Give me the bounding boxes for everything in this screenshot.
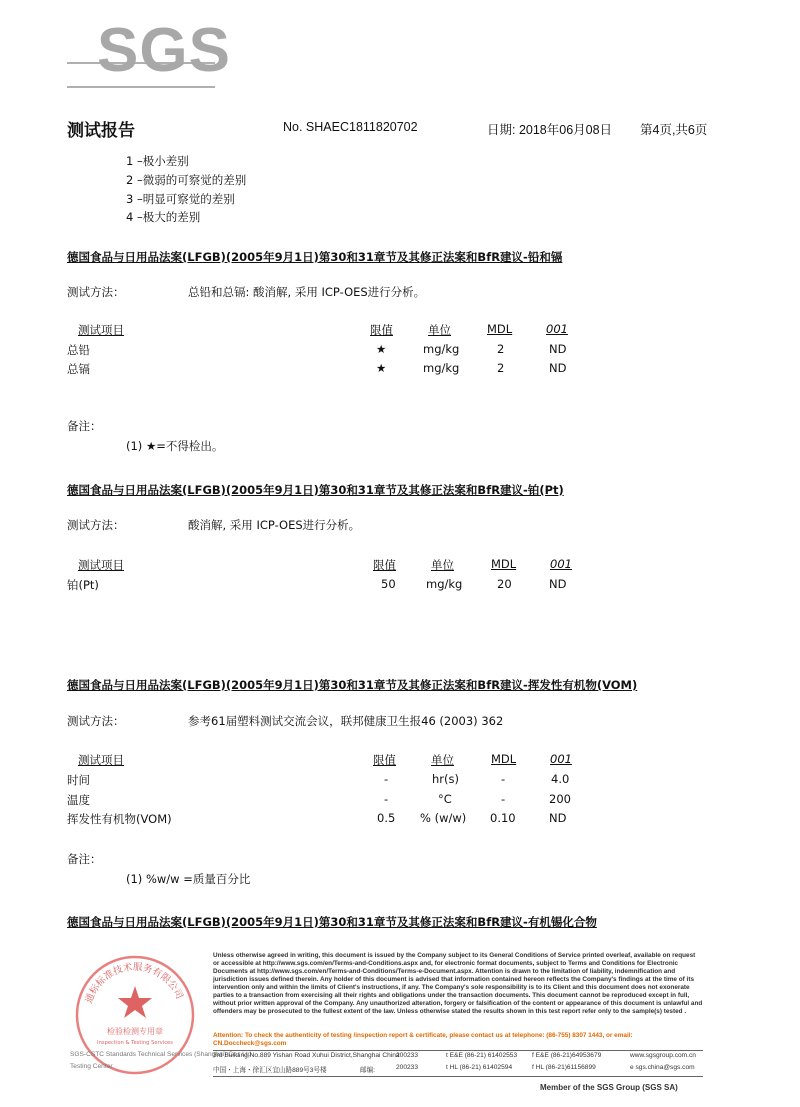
col-header-limit: 限值: [373, 753, 396, 767]
footer-zip-cn: 200233: [396, 1064, 419, 1071]
section-title: 德国食品与日用品法案(LFGB)(2005年9月1日)第30和31章节及其修正法案和BfR建议-铅和镉: [67, 250, 563, 264]
note-text: (1) ★=不得检出。: [126, 439, 224, 453]
note-text: (1) %w/w =质量百分比: [126, 872, 251, 886]
section-title: 德国食品与日用品法案(LFGB)(2005年9月1日)第30和31章节及其修正法案和BfR建议-挥发性有机物(VOM): [67, 678, 638, 692]
method-text: 参考61届塑料测试交流会议，联邦健康卫生报46 (2003) 362: [188, 714, 504, 728]
table-cell-result: ND: [549, 342, 567, 356]
scale-item: 2 –微弱的可察觉的差别: [126, 173, 247, 187]
table-cell-result: ND: [549, 577, 567, 591]
table-cell-result: 4.0: [551, 772, 570, 786]
company-seal: [70, 950, 200, 1080]
footer-email[interactable]: e sgs.china@sgs.com: [630, 1064, 695, 1071]
col-header-unit: 单位: [431, 753, 454, 767]
star-icon: [118, 986, 152, 1018]
col-header-mdl: MDL: [487, 322, 513, 336]
footer-testing-center: Testing Center: [70, 1063, 113, 1070]
note-label: 备注：: [67, 419, 102, 433]
seal-inner-text: 检验检测专用章: [107, 1027, 163, 1036]
table-cell-mdl: 2: [497, 361, 505, 375]
logo-line: [67, 86, 215, 88]
method-label: 测试方法：: [67, 518, 125, 532]
col-header-sample: 001: [550, 752, 572, 766]
table-cell-limit: -: [384, 792, 389, 806]
footer-divider: [213, 1050, 703, 1051]
table-cell-unit: hr(s): [432, 772, 459, 786]
table-cell-item: 时间: [67, 773, 90, 787]
table-cell-item: 挥发性有机物(VOM): [67, 812, 172, 826]
col-header-sample: 001: [550, 557, 572, 571]
group-membership: Member of the SGS Group (SGS SA): [540, 1083, 678, 1092]
scale-item: 3 –明显可察觉的差别: [126, 192, 235, 206]
table-cell-unit: mg/kg: [426, 577, 463, 591]
section-title: 德国食品与日用品法案(LFGB)(2005年9月1日)第30和31章节及其修正法案和BfR建议-铂(Pt): [67, 483, 564, 497]
legal-disclaimer: Unless otherwise agreed in writing, this document is issued by the Company subject to its General Conditions of Service printed overleaf, available on request or accessible at http://www.sgs.com/en/Terms-and-Conditions.aspx and, for electronic format documents, subject to Terms and Conditions for Electronic Documents at http://www.sgs.com/en/Terms-and-Conditions/Terms-e-Document.aspx. Attention is drawn to the limitation of liability, indemnification and jurisdiction issues defined therein. Any holder of this document is advised that information contained hereon reflects the Company's findings at the time of its intervention only and within the limits of Client's instructions, if any. The Company's sole responsibility is to its Client and this document does not exonerate parties to a transaction from exercising all their rights and obligations under the transaction documents. This document cannot be reproduced except in full, without prior written approval of the Company. Any unauthorized alteration, forgery or falsification of the content or appearance of this document is unlawful and offenders may be prosecuted to the fullest extent of the law. Unless otherwise stated the results shown in this test report refer only to the sample(s) tested .: [213, 952, 703, 1015]
table-cell-result: 200: [549, 792, 571, 806]
col-header-item: 测试项目: [78, 323, 124, 337]
method-label: 测试方法：: [67, 714, 125, 728]
report-number: No. SHAEC1811820702: [283, 120, 418, 134]
footer-divider: [213, 1076, 703, 1077]
table-cell-result: ND: [549, 361, 567, 375]
footer-company-name: SGS-CSTC Standards Technical Services (Shanghai) Co., Ltd.: [70, 1051, 254, 1058]
page-number: 第4页,共6页: [640, 123, 708, 137]
table-cell-mdl: 2: [497, 342, 505, 356]
table-cell-limit: 50: [381, 577, 396, 591]
method-label: 测试方法：: [67, 285, 125, 299]
table-cell-limit: ★: [376, 361, 387, 375]
table-cell-item: 总铅: [67, 343, 90, 357]
footer-zip-en: 200233: [396, 1052, 419, 1059]
col-header-limit: 限值: [370, 323, 393, 337]
authenticity-notice: Attention: To check the authenticity of testing /inspection report & certificate, please contact us at telephone: (86-755) 8307 1443, or email: CN.Doccheck@sgs.com: [213, 1032, 633, 1047]
table-cell-unit: % (w/w): [420, 811, 467, 825]
table-cell-mdl: 0.10: [490, 811, 516, 825]
table-cell-mdl: -: [501, 772, 506, 786]
method-text: 酸消解, 采用 ICP-OES进行分析。: [188, 518, 361, 532]
note-label: 备注：: [67, 852, 102, 866]
col-header-mdl: MDL: [491, 557, 517, 571]
table-cell-item: 铂(Pt): [67, 578, 99, 592]
section-title: 德国食品与日用品法案(LFGB)(2005年9月1日)第30和31章节及其修正法案和BfR建议-有机锡化合物: [67, 915, 597, 929]
method-text: 总铅和总镉: 酸消解, 采用 ICP-OES进行分析。: [188, 285, 426, 299]
table-cell-item: 总镉: [67, 362, 90, 376]
seal-ring-text: 通标标准技术服务有限公司: [83, 961, 185, 1005]
scale-item: 4 –极大的差别: [126, 210, 201, 224]
report-date: 日期: 2018年06月08日: [487, 123, 613, 137]
logo-text: SGS: [97, 16, 231, 85]
footer-fax-cn: f HL (86-21)61156899: [532, 1064, 596, 1071]
seal-inner-text-en: Inspection & Testing Services: [97, 1040, 173, 1046]
table-cell-item: 温度: [67, 793, 90, 807]
footer-phone-en: t E&E (86-21) 61402553: [446, 1052, 518, 1059]
sgs-logo: [67, 10, 231, 85]
table-cell-mdl: 20: [497, 577, 512, 591]
footer-fax-en: f E&E (86-21)64953679: [532, 1052, 602, 1059]
table-cell-unit: mg/kg: [423, 361, 460, 375]
table-cell-limit: 0.5: [377, 811, 396, 825]
table-cell-limit: ★: [376, 342, 387, 356]
table-cell-limit: -: [384, 772, 389, 786]
col-header-unit: 单位: [431, 558, 454, 572]
footer-website[interactable]: www.sgsgroup.com.cn: [630, 1052, 696, 1059]
table-cell-result: ND: [549, 811, 567, 825]
table-cell-unit: °C: [438, 792, 452, 806]
report-title: 测试报告: [67, 121, 135, 141]
footer-address-en: 3rd Building,No.889 Yishan Road Xuhui District,Shanghai China: [213, 1052, 400, 1059]
col-header-item: 测试项目: [78, 558, 124, 572]
col-header-limit: 限值: [373, 558, 396, 572]
footer-address-cn: 中国・上海・徐汇区宜山路889号3号楼: [213, 1067, 327, 1074]
footer-phone-cn: t HL (86-21) 61402594: [446, 1064, 513, 1071]
table-cell-unit: mg/kg: [423, 342, 460, 356]
footer-zip-cn-label: 邮编:: [360, 1067, 376, 1074]
col-header-sample: 001: [546, 322, 568, 336]
col-header-unit: 单位: [428, 323, 451, 337]
table-cell-mdl: -: [501, 792, 506, 806]
scale-item: 1 –极小差别: [126, 154, 189, 168]
col-header-mdl: MDL: [491, 752, 517, 766]
col-header-item: 测试项目: [78, 753, 124, 767]
